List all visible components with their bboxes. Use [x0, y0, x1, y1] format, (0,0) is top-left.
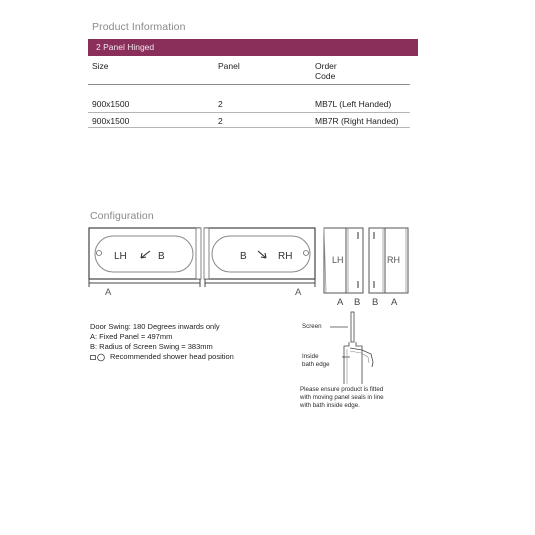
right-a-label: A — [295, 287, 302, 298]
header-order-code-line1: Order — [315, 61, 337, 71]
right-screen-panel — [204, 228, 209, 279]
left-a-label: A — [105, 287, 112, 298]
inside-bath-edge-label — [302, 353, 330, 369]
fitting-note — [300, 386, 384, 411]
shower-head-icon — [90, 353, 106, 362]
inside-label-line2: bath edge — [302, 361, 330, 369]
elevation-bottom-label-b1: B — [354, 297, 361, 308]
header-panel: Panel — [218, 61, 240, 71]
row-panel: 2 — [218, 99, 223, 109]
screen-label: Screen — [302, 323, 322, 330]
product-info-title: Product Information — [92, 21, 186, 33]
row-code: MB7R (Right Handed) — [315, 116, 399, 126]
elevation-bottom-label-a2: A — [391, 297, 398, 308]
elevation-right — [369, 228, 408, 293]
left-b-label: B — [158, 251, 165, 262]
row-rule — [88, 127, 410, 128]
elevation-rh-label: RH — [387, 255, 400, 265]
fitting-note-line2: with moving panel seals in line — [300, 394, 384, 402]
radius-note: B: Radius of Screen Swing = 383mm — [90, 342, 213, 351]
fixed-panel-note: A: Fixed Panel = 497mm — [90, 332, 173, 341]
row-panel: 2 — [218, 116, 223, 126]
configuration-diagram — [88, 223, 413, 308]
elevation-bottom-label-a1: A — [337, 297, 344, 308]
left-bath-plan — [89, 228, 201, 298]
elevation-lh-label: LH — [332, 255, 344, 265]
row-size: 900x1500 — [92, 99, 130, 109]
section-detail — [300, 310, 380, 385]
fitting-note-line1: Please ensure product is fitted — [300, 386, 384, 393]
row-rule — [88, 112, 410, 113]
right-rh-label: RH — [278, 251, 293, 262]
elevation-bottom-label-b2: B — [372, 297, 379, 308]
left-screen-panel — [196, 228, 201, 279]
row-code: MB7L (Left Handed) — [315, 99, 392, 109]
shower-head-legend — [90, 352, 234, 362]
shower-head-icon — [304, 251, 309, 256]
header-size: Size — [92, 61, 109, 71]
header-order-code — [315, 61, 337, 81]
shower-head-legend-label: Recommended shower head position — [110, 352, 234, 361]
inside-label-line1: Inside — [302, 353, 319, 360]
elevation-left — [324, 228, 363, 293]
right-bath-plan — [204, 228, 315, 298]
panel-type-bar — [88, 39, 418, 56]
configuration-notes — [90, 322, 234, 362]
left-lh-label: LH — [114, 251, 127, 262]
fitting-note-line3: with bath inside edge. — [300, 402, 360, 410]
panel-type-label: 2 Panel Hinged — [96, 42, 155, 52]
shower-head-icon — [97, 251, 102, 256]
row-size: 900x1500 — [92, 116, 130, 126]
door-swing-note: Door Swing: 180 Degrees inwards only — [90, 322, 220, 331]
header-order-code-line2: Code — [315, 71, 336, 81]
configuration-title: Configuration — [90, 210, 154, 222]
header-rule — [88, 84, 410, 85]
right-b-label: B — [240, 251, 247, 262]
